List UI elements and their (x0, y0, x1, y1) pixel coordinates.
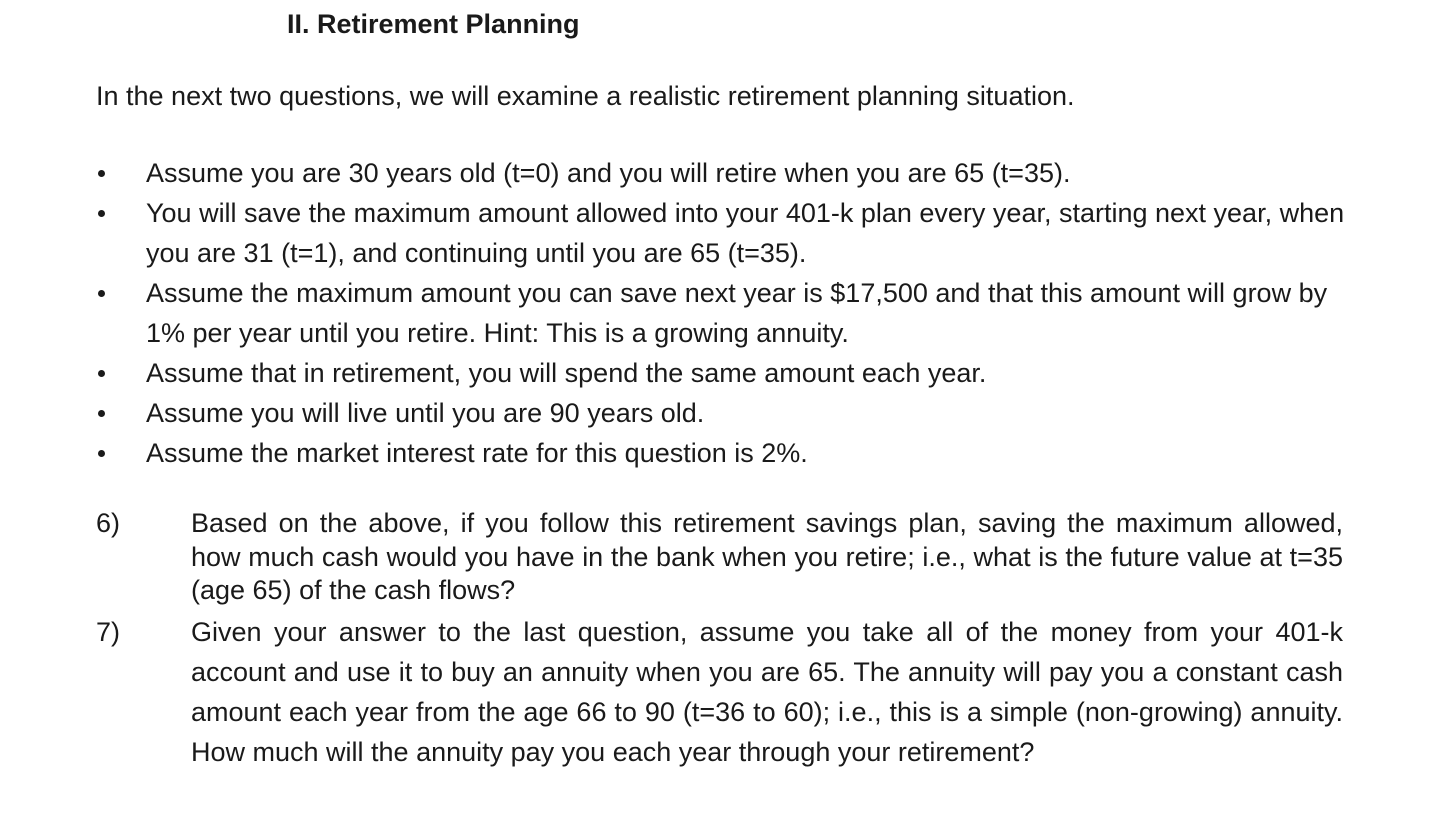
bullet-icon (98, 410, 105, 417)
bullet-icon (98, 170, 105, 177)
assumption-item (96, 433, 1346, 473)
assumption-text: Assume the market interest rate for this question is 2%. (146, 438, 808, 468)
question-6 (96, 507, 1343, 608)
assumption-text: You will save the maximum amount allowed into your 401-k plan every year, starting next year, when you are 31 (t=1), and continuing until you are 65 (t=35). (146, 198, 1345, 268)
assumption-text: Assume the maximum amount you can save next year is $17,500 and that this amount will grow by 1% per year until you retire. Hint: This is a growing annuity. (146, 278, 1328, 348)
assumption-item (96, 153, 1346, 193)
assumption-text: Assume you will live until you are 90 years old. (146, 398, 705, 428)
question-text: Given your answer to the last question, assume you take all of the money from your 401-k account and use it to buy an annuity when you are 65. The annuity will pay you a constant cash amount each year from the age 66 to 90 (t=36 to 60); i.e., this is a simple (non-growing) annuity. How much will the annuity pay you each year through your retirement? (191, 617, 1343, 767)
intro-paragraph: In the next two questions, we will examine a realistic retirement planning situation. (96, 81, 1075, 111)
bullet-icon (98, 450, 105, 457)
assumption-item (96, 353, 1346, 393)
question-7 (96, 612, 1343, 772)
bullet-icon (98, 370, 105, 377)
question-text: Based on the above, if you follow this retirement savings plan, saving the maximum allowed, how much cash would you have in the bank when you retire; i.e., what is the future value at t=35 (age 65) of the cash flows? (191, 508, 1343, 605)
section-heading: II. Retirement Planning (287, 9, 580, 39)
assumption-item (96, 193, 1346, 273)
assumption-item (96, 393, 1346, 433)
assumptions-list (96, 153, 1346, 473)
question-number: 6) (96, 508, 121, 538)
assumption-text: Assume you are 30 years old (t=0) and you will retire when you are 65 (t=35). (146, 158, 1071, 188)
question-number: 7) (96, 617, 121, 647)
assumption-item (96, 273, 1346, 353)
bullet-icon (98, 290, 105, 297)
assumption-text: Assume that in retirement, you will spend the same amount each year. (146, 358, 987, 388)
bullet-icon (98, 210, 105, 217)
